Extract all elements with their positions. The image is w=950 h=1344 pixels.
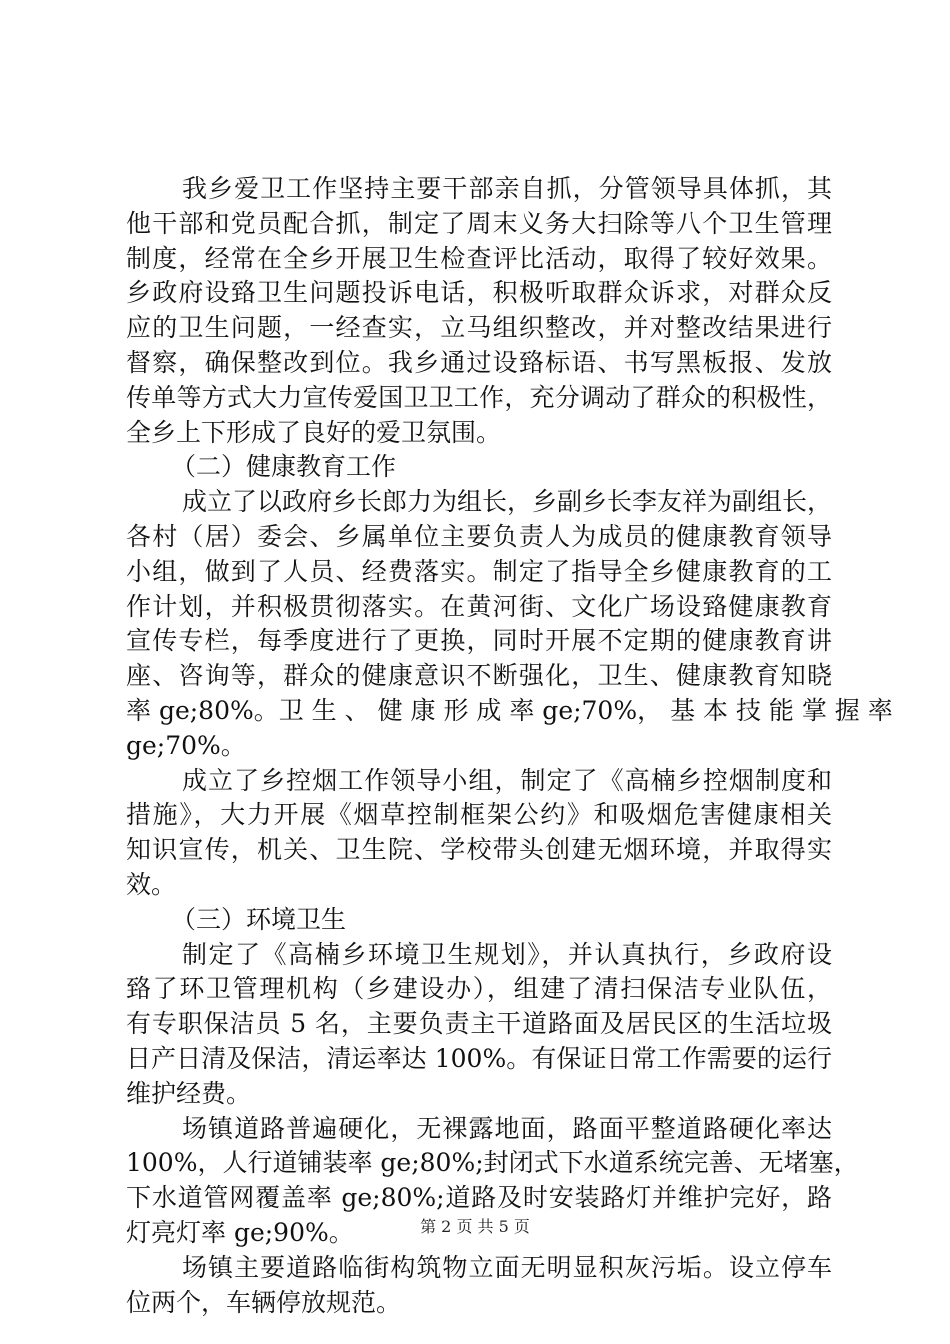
text-line: 我乡爱卫工作坚持主要干部亲自抓，分管领导具体抓，其 — [182, 174, 832, 203]
text-line: 臵了环卫管理机构（乡建设办），组建了清扫保洁专业队伍， — [126, 974, 832, 1004]
text-line: 下水道管网覆盖率 ge;80%;道路及时安装路灯并维护完好，路 — [126, 1183, 832, 1213]
text-line: 位两个，车辆停放规范。 — [126, 1287, 402, 1317]
text-line: 场镇主要道路临街构筑物立面无明显积灰污垢。设立停车 — [182, 1252, 832, 1282]
text-line: 率 ge;80%。卫 生 、 健 康 形 成 率 ge;70%， 基 本 技 能 掌 握 率 — [126, 695, 893, 725]
text-line: 全乡上下形成了良好的爱卫氛围。 — [126, 417, 502, 447]
text-line: （三）环境卫生 — [171, 904, 347, 934]
text-line: 成立了乡控烟工作领导小组，制定了《高楠乡控烟制度和 — [182, 765, 832, 795]
text-line: 100%，人行道铺装率 ge;80%;封闭式下水道系统完善、无堵塞， — [126, 1148, 859, 1178]
text-line: 灯亮灯率 ge;90%。 — [126, 1217, 354, 1247]
text-line: ge;70%。 — [126, 730, 246, 760]
text-line: 措施》，大力开展《烟草控制框架公约》和吸烟危害健康相关 — [126, 800, 832, 830]
text-line: （二）健康教育工作 — [171, 452, 397, 482]
text-line: 宣传专栏，每季度进行了更换，同时开展不定期的健康教育讲 — [126, 626, 832, 656]
text-line: 制度，经常在全乡开展卫生检查评比活动，取得了较好效果。 — [126, 243, 832, 273]
text-line: 作计划，并积极贯彻落实。在黄河街、文化广场设臵健康教育 — [126, 591, 832, 621]
text-line: 各村（居）委会、乡属单位主要负责人为成员的健康教育领导 — [126, 521, 832, 551]
text-line: 制定了《高楠乡环境卫生规划》，并认真执行，乡政府设 — [182, 939, 832, 969]
text-line: 有专职保洁员 5 名，主要负责主干道路面及居民区的生活垃圾 — [126, 1009, 832, 1039]
text-line: 督察，确保整改到位。我乡通过设臵标语、书写黑板报、发放 — [126, 347, 832, 377]
page-footer: 第 2 页 共 5 页 — [420, 1217, 530, 1236]
text-line: 乡政府设臵卫生问题投诉电话，积极听取群众诉求，对群众反 — [126, 278, 832, 308]
text-line: 应的卫生问题，一经查实，立马组织整改，并对整改结果进行 — [126, 313, 832, 343]
text-line: 传单等方式大力宣传爱国卫卫工作，充分调动了群众的积极性， — [126, 382, 832, 412]
document-body — [126, 172, 893, 1320]
text-line: 日产日清及保洁，清运率达 100%。有保证日常工作需要的运行 — [126, 1043, 832, 1073]
text-line: 成立了以政府乡长郎力为组长，乡副乡长李友祥为副组长， — [182, 487, 833, 517]
text-line: 维护经费。 — [126, 1078, 252, 1108]
text-line: 座、咨询等，群众的健康意识不断强化，卫生、健康教育知晓 — [126, 661, 832, 691]
text-line: 知识宣传，机关、卫生院、学校带头创建无烟环境，并取得实 — [126, 835, 832, 865]
text-line: 小组，做到了人员、经费落实。制定了指导全乡健康教育的工 — [126, 556, 832, 586]
text-line: 他干部和党员配合抓，制定了周末义务大扫除等八个卫生管理 — [126, 208, 832, 238]
text-line: 场镇道路普遍硬化，无裸露地面，路面平整道路硬化率达 — [182, 1113, 832, 1143]
text-line: 效。 — [126, 869, 177, 899]
